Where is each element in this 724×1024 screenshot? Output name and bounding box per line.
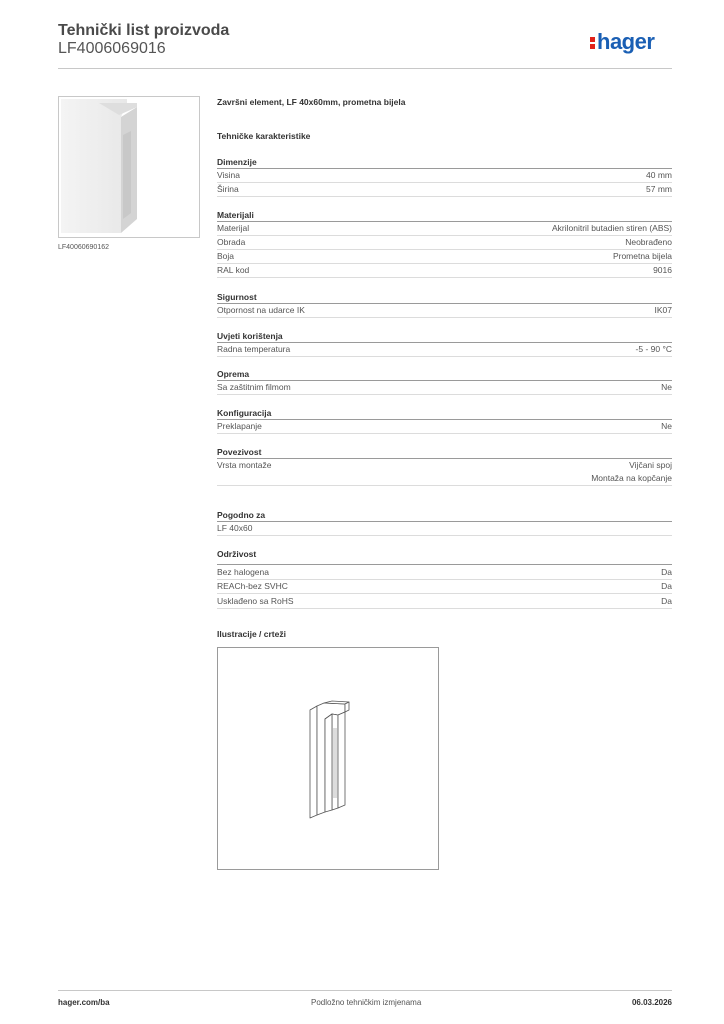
group-title-povezivost: Povezivost — [217, 447, 262, 457]
product-code: LF4006069016 — [58, 40, 166, 57]
spec-row — [217, 522, 672, 536]
group-title-konfiguracija: Konfiguracija — [217, 408, 272, 418]
spec-value: Prometna bijela — [612, 251, 672, 261]
spec-value: IK07 — [654, 305, 672, 315]
spec-key: Visina — [217, 170, 240, 180]
spec-key: Materijal — [217, 223, 250, 233]
spec-row — [217, 304, 672, 318]
spec-row — [217, 169, 672, 183]
spec-value: 40 mm — [646, 170, 672, 180]
spec-row — [217, 459, 672, 486]
spec-row — [217, 580, 672, 594]
header-divider — [58, 68, 672, 69]
spec-key: Širina — [217, 184, 239, 194]
spec-key: Vrsta montaže — [217, 460, 272, 470]
spec-row — [217, 236, 672, 250]
spec-row — [217, 381, 672, 395]
spec-row — [217, 222, 672, 236]
spec-row — [217, 595, 672, 609]
spec-row — [217, 566, 672, 580]
hager-logo — [590, 29, 654, 55]
footer-divider — [58, 990, 672, 991]
spec-value-secondary: Montaža na kopčanje — [591, 473, 672, 483]
thumbnail-caption: LF40060690162 — [58, 244, 109, 251]
spec-value: Da — [661, 596, 672, 606]
footer-note: Podložno tehničkim izmjenama — [311, 998, 422, 1007]
page-title: Tehnički list proizvoda — [58, 22, 230, 39]
spec-value: Akrilonitril butadien stiren (ABS) — [552, 223, 672, 233]
group-title-sigurnost: Sigurnost — [217, 292, 257, 302]
product-image-icon — [59, 97, 199, 237]
spec-row — [217, 183, 672, 197]
spec-row — [217, 264, 672, 278]
illustrations-title: Ilustracije / crteži — [217, 629, 286, 639]
spec-key: Usklađeno sa RoHS — [217, 596, 294, 606]
section-title: Tehničke karakteristike — [217, 131, 311, 141]
spec-value: Ne — [661, 382, 672, 392]
spec-key: Bez halogena — [217, 567, 269, 577]
spec-value: -5 - 90 °C — [635, 344, 672, 354]
group-title-uvjeti-koristenja: Uvjeti korištenja — [217, 331, 283, 341]
group-divider — [217, 564, 672, 565]
spec-key: Obrada — [217, 237, 246, 247]
spec-row — [217, 250, 672, 264]
spec-key: REACh-bez SVHC — [217, 581, 288, 591]
spec-value: Vijčani spoj — [629, 460, 672, 470]
spec-value: Da — [661, 581, 672, 591]
spec-key: RAL kod — [217, 265, 250, 275]
technical-drawing-icon — [218, 648, 438, 869]
spec-row — [217, 420, 672, 434]
product-thumbnail — [58, 96, 200, 238]
spec-key: Boja — [217, 251, 235, 261]
group-title-pogodno-za: Pogodno za — [217, 510, 266, 520]
group-title-dimenzije: Dimenzije — [217, 157, 257, 167]
spec-value: Ne — [661, 421, 672, 431]
footer-website-link[interactable]: hager.com/ba — [58, 998, 110, 1007]
spec-row — [217, 343, 672, 357]
group-title-materijali: Materijali — [217, 210, 254, 220]
illustration-frame — [217, 647, 439, 870]
footer-date: 06.03.2026 — [631, 998, 672, 1007]
spec-value: Da — [661, 567, 672, 577]
spec-key: Preklapanje — [217, 421, 262, 431]
group-title-oprema: Oprema — [217, 369, 250, 379]
spec-key: Otpornost na udarce IK — [217, 305, 305, 315]
spec-key: Sa zaštitnim filmom — [217, 382, 291, 392]
spec-value: Neobrađeno — [625, 237, 672, 247]
group-title-odrzivost: Održivost — [217, 549, 257, 559]
logo-dots-icon — [590, 35, 596, 49]
product-name: Završni element, LF 40x60mm, prometna bijela — [217, 97, 406, 107]
logo-text: hager — [597, 29, 655, 54]
spec-value: 57 mm — [646, 184, 672, 194]
spec-key: LF 40x60 — [217, 523, 253, 533]
spec-key: Radna temperatura — [217, 344, 291, 354]
spec-value: 9016 — [653, 265, 672, 275]
